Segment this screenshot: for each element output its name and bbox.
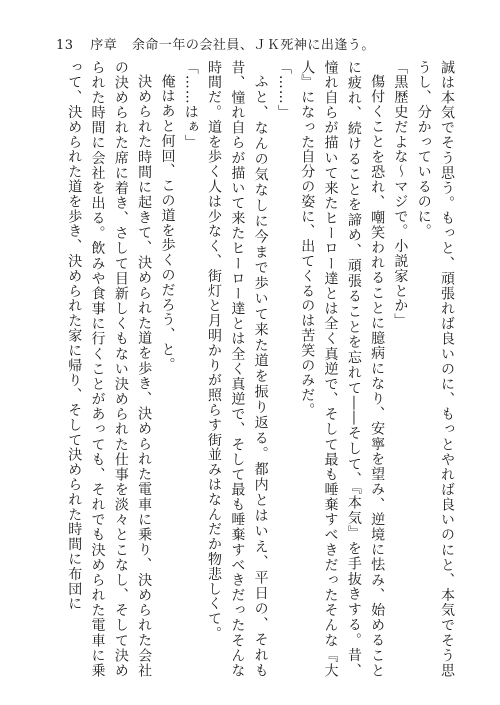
running-header <box>56 34 375 53</box>
paragraph: 決められた時間に起きて、決められた道を歩き、決められた電車に乗り、決められた会社の決められた席に着き、さして目新しくもない決められた仕事を淡々とこなし、そして決められた時間に会社を出る。飲みや食事に行くことがあっても、それでも決められた電車に乗って、決められた道を歩き、決められた家に帰り、そして決められた時間に布団に <box>66 60 153 678</box>
dialogue-line: 「……はぁ」 <box>182 60 199 150</box>
page-number: 13 <box>56 38 74 53</box>
vertical-body-text <box>36 60 458 678</box>
paragraph: 傷付くことを恐れ、嘲笑われることに臆病になり、安寧を望み、逆境に怯み、始めることに疲れ、続けることを諦め、頑張ることを忘れて――そして、『本気』を手抜きする。昔、憧れ自らが描いて来たヒーロー達とは全く真逆で、そして最も唾棄すべきだったそんな『大人』になった自分の姿に、出てくるのは苦笑のみだ。 <box>299 60 386 678</box>
paragraph: 俺はあと何回、この道を歩くのだろう、と。 <box>159 74 176 372</box>
dialogue-line: 「……」 <box>275 60 292 120</box>
paragraph: 誠は本気でそう思う。もっと、頑張れば良いのに、もっとやれば良いのにと、本気でそう思うし、分かっているのに。 <box>415 60 455 678</box>
paragraph: ふと、なんの気なしに今まで歩いて来た道を振り返る。都内とはいえ、平日の、それも昔、憧れ自らが描いて来たヒーロー達とは全く真逆で、そして最も唾棄すべきだったそんな時間だ。道を歩く人は少なく、街灯と月明かりが照らす街並みはなんだか物悲しくて。 <box>206 60 269 678</box>
dialogue-line: 「黒歴史だよな～マジで。小説家とか」 <box>392 60 409 329</box>
chapter-label: 序章 <box>90 38 118 53</box>
chapter-title: 余命一年の会社員、ＪＫ死神に出逢う。 <box>131 38 375 53</box>
